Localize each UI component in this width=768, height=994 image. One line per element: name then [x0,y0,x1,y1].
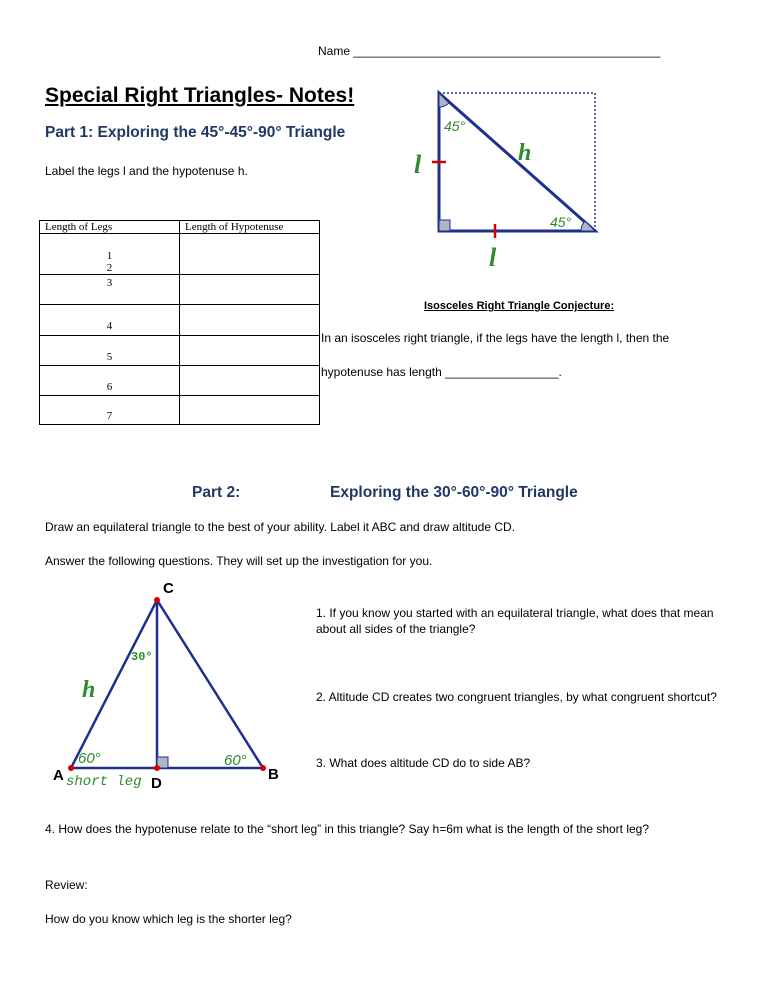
vertex-b-label: B [268,766,279,783]
part1-instruction: Label the legs l and the hypotenuse h. [45,164,248,178]
triangle-30-60-90-figure [50,578,295,798]
leg-value: 3 [106,277,113,289]
conjecture-heading: Isosceles Right Triangle Conjecture: [424,300,615,312]
table-cell-leg [40,396,180,425]
angle-top-label: 45° [444,118,466,134]
conjecture-line2: hypotenuse has length _________________. [321,365,562,379]
angle-c-label: 30° [131,650,153,664]
table-cell-leg [40,336,180,366]
right-angle-marker [439,220,450,231]
table-row [40,396,320,425]
question-2: 2. Altitude CD creates two congruent triangles, by what congruent shortcut? [316,690,717,704]
hyp-label: h [82,677,96,703]
page-title: Special Right Triangles- Notes! [45,84,355,107]
part2-lead: Answer the following questions. They will set up the investigation for you. [45,554,433,568]
table-row [40,336,320,366]
review-question: How do you know which leg is the shorter leg? [45,912,292,926]
leg-value: 5 [106,351,113,363]
angle-right-marker [581,221,595,231]
review-label: Review: [45,878,88,892]
table-cell-hyp[interactable] [180,275,320,305]
table-cell-leg [40,234,180,275]
table-row [40,234,320,275]
equilateral-triangle-outline [71,600,263,768]
short-leg-label: short leg [66,774,142,790]
vertex-b-point [260,765,266,771]
legs-table [39,220,320,425]
vertex-c-point [154,597,160,603]
leg-value: 1 [106,250,113,262]
leg-value: 6 [106,381,113,393]
vertex-a-point [68,765,74,771]
angle-right-label: 45° [550,214,572,230]
triangle-45-45-90-figure [400,85,610,275]
vertex-a-label: A [53,767,64,784]
table-cell-hyp[interactable] [180,234,320,275]
vertex-c-label: C [163,580,174,597]
table-cell-hyp[interactable] [180,305,320,336]
table-row [40,275,320,305]
table-cell-hyp[interactable] [180,336,320,366]
leg-value: 4 [106,320,113,332]
leg-value: 2 [106,262,113,274]
table-header-row [40,221,320,234]
part2-heading: Exploring the 30°-60°-90° Triangle [330,484,578,501]
question-3: 3. What does altitude CD do to side AB? [316,756,531,770]
hyp-label: h [518,140,532,166]
leg-label-bottom: l [489,243,497,272]
leg-label-left: l [414,150,422,179]
part2-instruction: Draw an equilateral triangle to the best of your ability. Label it ABC and draw altitude CD. [45,520,516,534]
table-header-legs: Length of Legs [40,221,180,234]
leg-value: 7 [106,410,113,422]
table-row [40,305,320,336]
table-cell-leg [40,305,180,336]
conjecture-line1: In an isosceles right triangle, if the legs have the length l, then the [321,331,670,345]
table-row [40,366,320,396]
table-cell-leg [40,275,180,305]
table-cell-leg [40,366,180,396]
part2-label: Part 2: [192,484,241,501]
table-header-hypotenuse: Length of Hypotenuse [180,221,320,234]
angle-a-label: 60° [78,750,101,767]
part1-heading: Part 1: Exploring the 45°-45°-90° Triangle [45,124,346,141]
vertex-d-label: D [151,775,162,792]
question-1: 1. If you know you started with an equilateral triangle, what does that mean about all sides of the triangle? [316,606,714,636]
vertex-d-point [154,765,160,771]
table-cell-hyp[interactable] [180,396,320,425]
question-4: 4. How does the hypotenuse relate to the “short leg” in this triangle? Say h=6m what is the length of the short leg? [45,822,650,836]
table-cell-hyp[interactable] [180,366,320,396]
name-line: Name ______________________________________________ [318,44,661,58]
right-triangle-outline [439,93,595,231]
angle-b-label: 60° [224,752,247,769]
